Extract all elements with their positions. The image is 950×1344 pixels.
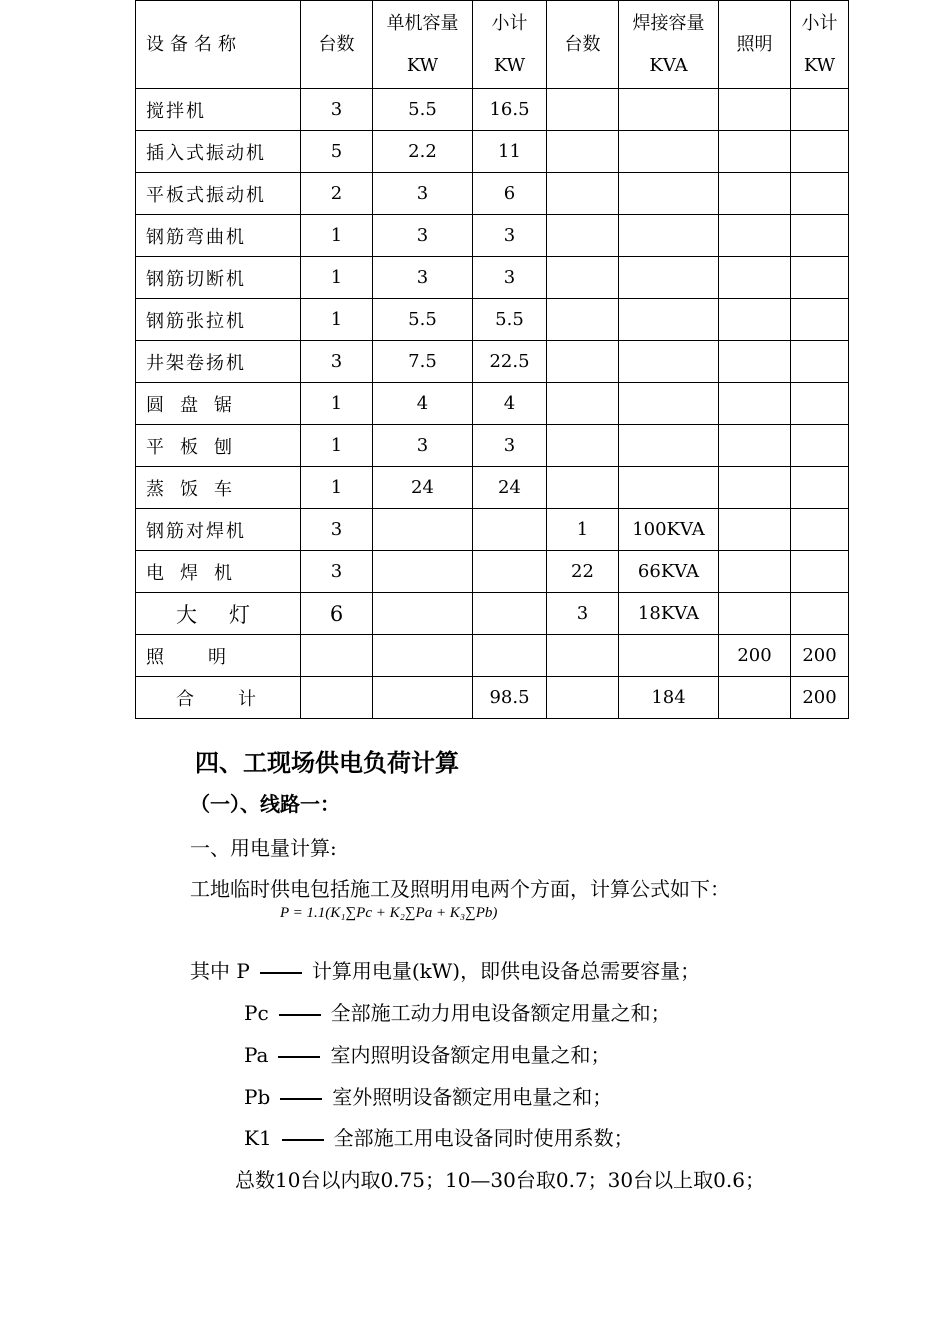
header-equipment-name: 设备名称 [136, 1, 301, 89]
cell-count: 1 [301, 299, 373, 341]
cell-name: 平板刨 [136, 425, 301, 467]
cell-name: 圆盘锯 [136, 383, 301, 425]
section-heading: 四、工现场供电负荷计算 [195, 749, 459, 777]
header-count: 台数 [301, 1, 373, 89]
cell-cap: 3 [373, 215, 473, 257]
definition-p [190, 955, 700, 984]
cell-sub2 [791, 215, 849, 257]
cell-sub: 6 [473, 173, 547, 215]
cell-name: 钢筋对焊机 [136, 509, 301, 551]
dash-icon [282, 1139, 324, 1141]
cell-name: 井架卷扬机 [136, 341, 301, 383]
table-row [136, 131, 849, 173]
cell-sub2 [791, 425, 849, 467]
cell-name: 插入式振动机 [136, 131, 301, 173]
cell-sub: 5.5 [473, 299, 547, 341]
header-subtotal: 小计 KW [473, 1, 547, 89]
cell-light [719, 257, 791, 299]
cell-sub2 [791, 593, 849, 635]
dash-icon [280, 1098, 322, 1100]
cell-light [719, 215, 791, 257]
cell-count2 [547, 131, 619, 173]
definition-pa-text: 室内照明设备额定用电量之和； [330, 1043, 611, 1067]
cell-weld [619, 383, 719, 425]
cell-name: 蒸饭车 [136, 467, 301, 509]
cell-count: 3 [301, 551, 373, 593]
cell-name: 平板式振动机 [136, 173, 301, 215]
cell-count: 2 [301, 173, 373, 215]
cell-cap: 2.2 [373, 131, 473, 173]
cell-count: 1 [301, 425, 373, 467]
definition-k1-symbol: K1 [244, 1126, 272, 1150]
definition-k1 [244, 1122, 634, 1151]
cell-sub: 11 [473, 131, 547, 173]
cell-sub: 98.5 [473, 677, 547, 719]
table-row [136, 173, 849, 215]
cell-weld [619, 89, 719, 131]
cell-sub: 3 [473, 257, 547, 299]
cell-count2 [547, 89, 619, 131]
cell-cap: 5.5 [373, 89, 473, 131]
table-row [136, 635, 849, 677]
cell-weld [619, 467, 719, 509]
power-formula: P = 1.1(K₁∑Pc + K₂∑Pa + K₃∑Pb) [280, 905, 498, 921]
definition-p-text: 计算用电量(kW)，即供电设备总需要容量； [311, 959, 701, 983]
cell-name: 电焊机 [136, 551, 301, 593]
cell-sub2 [791, 173, 849, 215]
cell-count2 [547, 425, 619, 467]
cell-cap: 7.5 [373, 341, 473, 383]
cell-light [719, 509, 791, 551]
cell-weld [619, 173, 719, 215]
cell-sub: 16.5 [473, 89, 547, 131]
cell-count [301, 635, 373, 677]
cell-cap [373, 509, 473, 551]
cell-light [719, 677, 791, 719]
cell-weld [619, 425, 719, 467]
cell-cap [373, 677, 473, 719]
table-row [136, 215, 849, 257]
cell-light [719, 299, 791, 341]
cell-count [301, 677, 373, 719]
header-unit-capacity: 单机容量 KW [373, 1, 473, 89]
cell-sub [473, 509, 547, 551]
cell-name: 照明 [136, 635, 301, 677]
cell-light [719, 425, 791, 467]
table-row [136, 467, 849, 509]
dash-icon [278, 1056, 320, 1058]
header-lighting: 照明 [719, 1, 791, 89]
cell-light: 200 [719, 635, 791, 677]
cell-cap: 5.5 [373, 299, 473, 341]
cell-count2 [547, 299, 619, 341]
cell-count2 [547, 467, 619, 509]
cell-cap [373, 551, 473, 593]
cell-weld: 18KVA [619, 593, 719, 635]
table-row [136, 341, 849, 383]
header-subtotal-2: 小计 KW [791, 1, 849, 89]
dash-icon [260, 972, 302, 974]
cell-weld [619, 215, 719, 257]
cell-count2 [547, 341, 619, 383]
cell-sub: 3 [473, 425, 547, 467]
cell-name: 钢筋张拉机 [136, 299, 301, 341]
cell-count: 3 [301, 89, 373, 131]
cell-light [719, 89, 791, 131]
cell-sub2: 200 [791, 677, 849, 719]
cell-count2: 22 [547, 551, 619, 593]
dash-icon [279, 1014, 321, 1016]
header-count-2: 台数 [547, 1, 619, 89]
cell-weld: 66KVA [619, 551, 719, 593]
equipment-table [135, 0, 849, 719]
cell-name: 搅拌机 [136, 89, 301, 131]
cell-sub: 24 [473, 467, 547, 509]
cell-count2 [547, 635, 619, 677]
table-row [136, 551, 849, 593]
cell-sub2 [791, 299, 849, 341]
cell-sub2 [791, 131, 849, 173]
cell-light [719, 593, 791, 635]
table-row [136, 677, 849, 719]
cell-cap [373, 635, 473, 677]
cell-light [719, 383, 791, 425]
table-row [136, 89, 849, 131]
cell-light [719, 341, 791, 383]
cell-weld [619, 635, 719, 677]
table-row [136, 509, 849, 551]
cell-light [719, 173, 791, 215]
cell-count2 [547, 257, 619, 299]
cell-light [719, 551, 791, 593]
definition-pb [244, 1081, 612, 1110]
table-row [136, 299, 849, 341]
definition-pc-text: 全部施工动力用电设备额定用量之和； [330, 1001, 671, 1025]
cell-name: 合计 [136, 677, 301, 719]
definition-p-prefix: 其中 P [190, 959, 250, 983]
definition-k1-text: 全部施工用电设备同时使用系数； [333, 1126, 634, 1150]
cell-weld: 100KVA [619, 509, 719, 551]
cell-sub: 4 [473, 383, 547, 425]
header-weld-capacity: 焊接容量 KVA [619, 1, 719, 89]
cell-cap: 3 [373, 257, 473, 299]
cell-sub [473, 593, 547, 635]
cell-light [719, 467, 791, 509]
table-row [136, 425, 849, 467]
definition-pa [244, 1039, 610, 1068]
cell-sub: 3 [473, 215, 547, 257]
cell-cap: 4 [373, 383, 473, 425]
definition-pb-symbol: Pb [244, 1085, 271, 1109]
cell-weld [619, 341, 719, 383]
cell-sub2 [791, 467, 849, 509]
cell-count2: 1 [547, 509, 619, 551]
cell-cap: 24 [373, 467, 473, 509]
cell-count: 1 [301, 467, 373, 509]
definition-pc-symbol: Pc [244, 1001, 269, 1025]
definition-pb-text: 室外照明设备额定用电量之和； [332, 1085, 613, 1109]
cell-count: 6 [301, 593, 373, 635]
cell-count2 [547, 173, 619, 215]
cell-count: 1 [301, 215, 373, 257]
section-subheading: （一）、线路一： [190, 792, 340, 816]
cell-sub2 [791, 551, 849, 593]
cell-weld [619, 299, 719, 341]
cell-light [719, 131, 791, 173]
cell-count2 [547, 215, 619, 257]
intro-paragraph: 工地临时供电包括施工及照明用电两个方面，计算公式如下： [190, 877, 730, 901]
table-header-row [136, 1, 849, 89]
cell-sub2: 200 [791, 635, 849, 677]
cell-sub [473, 551, 547, 593]
cell-count2 [547, 677, 619, 719]
definition-pa-symbol: Pa [244, 1043, 269, 1067]
cell-weld: 184 [619, 677, 719, 719]
cell-count: 1 [301, 383, 373, 425]
cell-sub: 22.5 [473, 341, 547, 383]
item-1: 一、用电量计算: [190, 836, 337, 860]
cell-sub2 [791, 89, 849, 131]
cell-sub2 [791, 509, 849, 551]
cell-count2 [547, 383, 619, 425]
cell-count: 3 [301, 509, 373, 551]
cell-sub2 [791, 257, 849, 299]
cell-count2: 3 [547, 593, 619, 635]
cell-weld [619, 257, 719, 299]
cell-sub2 [791, 383, 849, 425]
cell-name: 钢筋弯曲机 [136, 215, 301, 257]
cell-name: 钢筋切断机 [136, 257, 301, 299]
cell-name: 大灯 [136, 593, 301, 635]
definition-pc [244, 997, 671, 1026]
cell-sub2 [791, 341, 849, 383]
cell-count: 1 [301, 257, 373, 299]
k1-rule: 总数10台以内取0.75；10—30台取0.7；30台以上取0.6； [235, 1168, 765, 1192]
table-row [136, 593, 849, 635]
cell-count: 3 [301, 341, 373, 383]
cell-cap: 3 [373, 425, 473, 467]
cell-count: 5 [301, 131, 373, 173]
cell-sub [473, 635, 547, 677]
table-row [136, 257, 849, 299]
cell-cap: 3 [373, 173, 473, 215]
cell-weld [619, 131, 719, 173]
cell-cap [373, 593, 473, 635]
table-row [136, 383, 849, 425]
